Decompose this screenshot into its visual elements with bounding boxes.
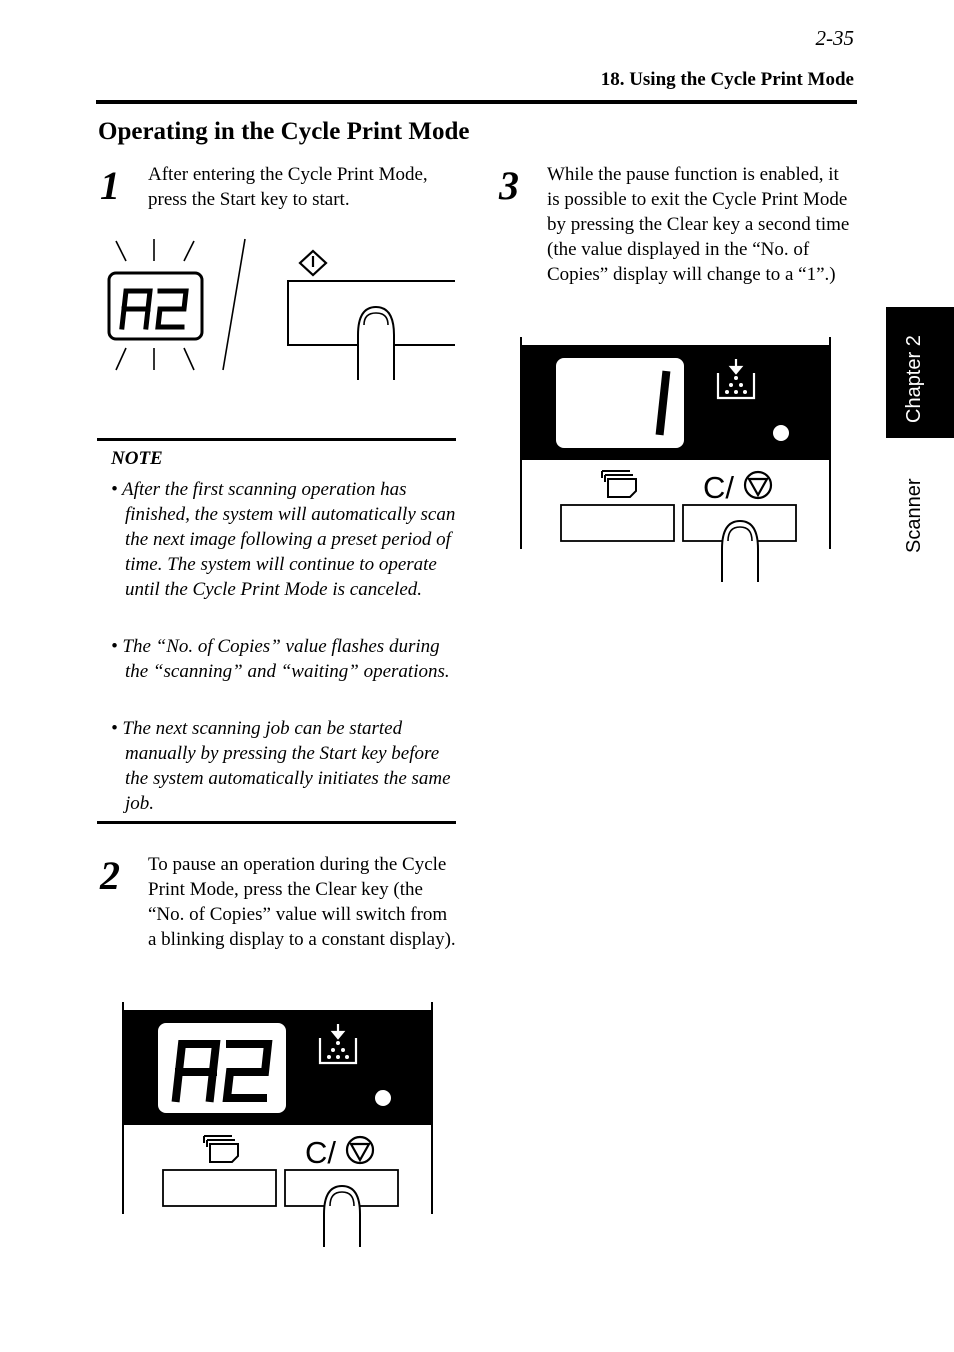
note-bottom-rule: [97, 821, 456, 824]
chapter-tab-label: Chapter 2: [903, 335, 925, 423]
section-title: Operating in the Cycle Print Mode: [98, 118, 470, 145]
note-item: • The “No. of Copies” value flashes during the “scanning” and “waiting” operations.: [111, 636, 450, 682]
stop-icon: [745, 472, 771, 498]
copy-stack-key: [561, 505, 674, 541]
copy-stack-icon: [204, 1136, 238, 1162]
step-1-text: After entering the Cycle Print Mode, press the Start key to start.: [148, 164, 428, 210]
finger: [722, 521, 758, 582]
section-tab-label: Scanner: [903, 478, 925, 553]
finger: [358, 307, 394, 380]
step-1-number: 1: [100, 163, 120, 208]
step-2-illustration: [122, 1002, 434, 1247]
clear-key-label: C/: [703, 470, 734, 505]
copy-stack-icon: [602, 471, 636, 497]
step-1-illustration: [100, 235, 460, 380]
stop-icon: [347, 1137, 373, 1163]
step-3-number: 3: [499, 163, 519, 208]
note-item: • After the first scanning operation has finished, the system will automatically scan the next image following a preset period of time. The system will continue to operate until the Cycle Print Mode is canceled.: [111, 479, 456, 600]
running-header: 18. Using the Cycle Print Mode: [600, 69, 854, 90]
step-3-illustration: [520, 337, 832, 582]
note-top-rule: [97, 438, 456, 441]
step-3-text: While the pause function is enabled, it is possible to exit the Cycle Print Mode by pressing the Clear key a second time (the value displayed in the “No. of Copies” display will change to a “1”.): [547, 164, 850, 285]
page-number: 2-35: [815, 26, 854, 50]
header-rule: [96, 100, 857, 104]
indicator-dot: [375, 1090, 391, 1106]
note-title: NOTE: [111, 448, 163, 469]
indicator-dot: [773, 425, 789, 441]
clear-key-label: C/: [305, 1135, 336, 1170]
step-2-text: To pause an operation during the Cycle Print Mode, press the Clear key (the “No. of Copies” value will switch from a blinking display to a constant display).: [148, 854, 456, 950]
copy-stack-key: [163, 1170, 276, 1206]
note-item: • The next scanning job can be started manually by pressing the Start key before the system automatically initiates the same job.: [111, 718, 451, 814]
start-icon: [300, 251, 326, 275]
step-2-number: 2: [100, 853, 120, 898]
finger: [324, 1186, 360, 1247]
